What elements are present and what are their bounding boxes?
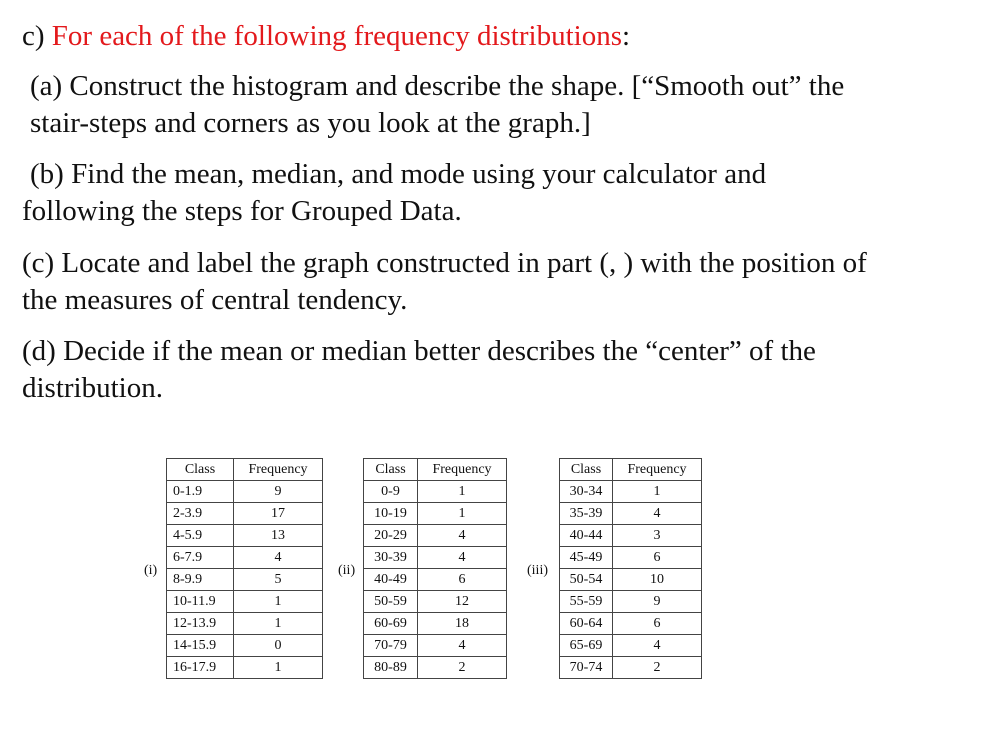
table-row	[560, 547, 702, 569]
frequency-cell: 1	[418, 481, 507, 503]
frequency-header: Frequency	[613, 459, 702, 481]
table-row	[560, 657, 702, 679]
frequency-cell: 4	[234, 547, 323, 569]
instruction-a-line-1: (a) Construct the histogram and describe the shape. [“Smooth out” the	[30, 70, 845, 102]
instruction-b-line-1: (b) Find the mean, median, and mode using your calculator and	[30, 158, 767, 190]
instruction-c-line-2: the measures of central tendency.	[22, 284, 408, 316]
instruction-d-line-2: distribution.	[22, 372, 163, 404]
frequency-cell: 6	[613, 613, 702, 635]
table-row	[364, 635, 507, 657]
frequency-table-i	[166, 458, 323, 679]
table-row	[364, 481, 507, 503]
frequency-cell: 13	[234, 525, 323, 547]
table-row	[560, 635, 702, 657]
frequency-cell: 6	[613, 547, 702, 569]
class-cell: 10-11.9	[167, 591, 234, 613]
frequency-cell: 1	[234, 591, 323, 613]
instruction-b	[22, 156, 766, 230]
table-row	[167, 635, 323, 657]
frequency-cell: 0	[234, 635, 323, 657]
frequency-header: Frequency	[418, 459, 507, 481]
class-cell: 20-29	[364, 525, 418, 547]
heading-prefix: c)	[22, 20, 45, 52]
frequency-cell: 4	[613, 635, 702, 657]
class-cell: 60-69	[364, 613, 418, 635]
class-cell: 14-15.9	[167, 635, 234, 657]
class-cell: 40-44	[560, 525, 613, 547]
class-cell: 10-19	[364, 503, 418, 525]
frequency-cell: 1	[613, 481, 702, 503]
table-row	[364, 547, 507, 569]
class-cell: 60-64	[560, 613, 613, 635]
frequency-cell: 4	[418, 547, 507, 569]
table-row	[364, 503, 507, 525]
frequency-cell: 4	[418, 525, 507, 547]
frequency-cell: 6	[418, 569, 507, 591]
table-ii-label: (ii)	[338, 563, 356, 578]
class-cell: 30-34	[560, 481, 613, 503]
instruction-a	[30, 68, 844, 142]
table-iii-label: (iii)	[527, 563, 548, 578]
class-cell: 6-7.9	[167, 547, 234, 569]
table-row	[560, 481, 702, 503]
class-cell: 70-74	[560, 657, 613, 679]
instruction-d-line-1: (d) Decide if the mean or median better describes the “center” of the	[22, 335, 816, 367]
class-header: Class	[364, 459, 418, 481]
table-row	[560, 503, 702, 525]
class-cell: 12-13.9	[167, 613, 234, 635]
frequency-cell: 2	[418, 657, 507, 679]
class-cell: 30-39	[364, 547, 418, 569]
class-cell: 4-5.9	[167, 525, 234, 547]
table-row	[560, 613, 702, 635]
class-cell: 70-79	[364, 635, 418, 657]
frequency-cell: 12	[418, 591, 507, 613]
class-cell: 0-9	[364, 481, 418, 503]
class-cell: 2-3.9	[167, 503, 234, 525]
frequency-table-ii	[363, 458, 507, 679]
frequency-cell: 4	[613, 503, 702, 525]
instruction-c	[22, 245, 867, 319]
frequency-cell: 9	[234, 481, 323, 503]
table-row	[364, 657, 507, 679]
table-row	[560, 525, 702, 547]
table-row	[364, 613, 507, 635]
class-cell: 65-69	[560, 635, 613, 657]
frequency-cell: 1	[234, 657, 323, 679]
class-cell: 40-49	[364, 569, 418, 591]
heading-suffix: :	[621, 20, 631, 52]
frequency-cell: 4	[418, 635, 507, 657]
class-header: Class	[167, 459, 234, 481]
table-row	[167, 657, 323, 679]
table-row	[364, 591, 507, 613]
frequency-cell: 1	[418, 503, 507, 525]
table-row	[167, 525, 323, 547]
table-row	[560, 569, 702, 591]
instruction-c-line-1: (c) Locate and label the graph constructed in part (, ) with the position of	[22, 247, 867, 279]
table-row	[167, 613, 323, 635]
class-header: Class	[560, 459, 613, 481]
class-cell: 8-9.9	[167, 569, 234, 591]
frequency-header: Frequency	[234, 459, 323, 481]
table-row	[560, 591, 702, 613]
table-row	[167, 481, 323, 503]
frequency-table-iii	[559, 458, 702, 679]
class-cell: 55-59	[560, 591, 613, 613]
table-header-row	[560, 459, 702, 481]
class-cell: 16-17.9	[167, 657, 234, 679]
class-cell: 45-49	[560, 547, 613, 569]
class-cell: 50-54	[560, 569, 613, 591]
section-heading	[22, 14, 630, 58]
class-cell: 35-39	[560, 503, 613, 525]
instruction-b-line-2: following the steps for Grouped Data.	[22, 195, 462, 227]
table-row	[167, 547, 323, 569]
frequency-cell: 3	[613, 525, 702, 547]
table-row	[364, 569, 507, 591]
instruction-a-line-2: stair-steps and corners as you look at the graph.]	[30, 107, 591, 139]
table-header-row	[167, 459, 323, 481]
frequency-cell: 18	[418, 613, 507, 635]
frequency-cell: 17	[234, 503, 323, 525]
class-cell: 50-59	[364, 591, 418, 613]
instruction-d	[22, 333, 816, 407]
class-cell: 0-1.9	[167, 481, 234, 503]
table-i-label: (i)	[144, 563, 158, 578]
frequency-cell: 10	[613, 569, 702, 591]
frequency-cell: 1	[234, 613, 323, 635]
class-cell: 80-89	[364, 657, 418, 679]
frequency-cell: 9	[613, 591, 702, 613]
table-row	[167, 569, 323, 591]
table-row	[364, 525, 507, 547]
table-header-row	[364, 459, 507, 481]
frequency-cell: 2	[613, 657, 702, 679]
heading-title: For each of the following frequency distributions	[44, 20, 622, 52]
table-row	[167, 503, 323, 525]
frequency-cell: 5	[234, 569, 323, 591]
table-row	[167, 591, 323, 613]
